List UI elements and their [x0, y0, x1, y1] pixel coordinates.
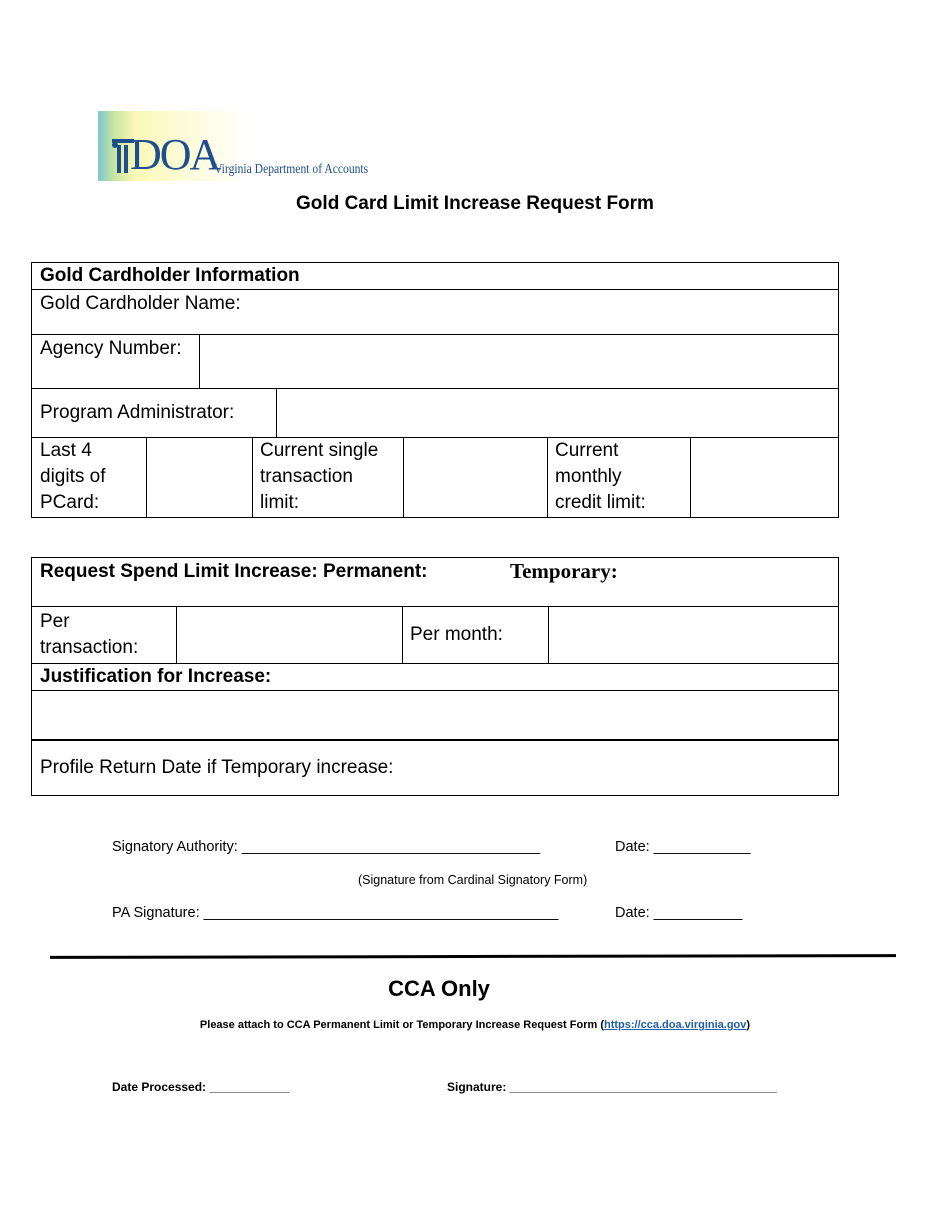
- date-processed-line[interactable]: Date Processed: ____________: [112, 1080, 290, 1094]
- agency-number-label: Agency Number:: [40, 338, 182, 359]
- doa-logo: [98, 111, 368, 181]
- pa-signature-line[interactable]: PA Signature: ____________________________________________: [112, 905, 559, 921]
- cca-note: Please attach to CCA Permanent Limit or Temporary Increase Request Form (https://cca.doa.virginia.gov): [199, 1019, 751, 1031]
- per-month-label: Per month:: [410, 624, 503, 645]
- section-divider: [50, 954, 896, 959]
- program-administrator-label: Program Administrator:: [40, 402, 235, 423]
- return-date-label: Profile Return Date if Temporary increase:: [40, 757, 394, 778]
- logo-department: Virginia Department of Accounts: [214, 161, 369, 176]
- date-line-1[interactable]: Date: ____________: [615, 839, 751, 855]
- signatory-authority-line[interactable]: Signatory Authority: _____________________________________: [112, 839, 541, 855]
- cca-link[interactable]: https://cca.doa.virginia.gov: [603, 1019, 747, 1031]
- page-title: Gold Card Limit Increase Request Form: [296, 193, 654, 214]
- cardholder-section-header: Gold Cardholder Information: [40, 265, 300, 286]
- signature-note: (Signature from Cardinal Signatory Form): [358, 873, 588, 887]
- cca-only-heading: CCA Only: [388, 976, 490, 1001]
- per-month-field[interactable]: [550, 608, 837, 662]
- last4-field[interactable]: [148, 439, 251, 516]
- single-transaction-limit-label: Current single transaction limit:: [260, 440, 379, 513]
- cardholder-name-label: Gold Cardholder Name:: [40, 293, 241, 314]
- justification-label: Justification for Increase:: [40, 666, 272, 687]
- last4-label: Last 4 digits of PCard:: [40, 440, 106, 513]
- date-line-2[interactable]: Date: ___________: [615, 905, 743, 921]
- per-transaction-label: Per transaction:: [40, 611, 139, 658]
- cca-signature-line[interactable]: Signature: ________________________________________: [447, 1080, 777, 1094]
- per-transaction-field[interactable]: [178, 608, 401, 662]
- monthly-credit-limit-field[interactable]: [692, 439, 837, 516]
- single-transaction-limit-field[interactable]: [405, 439, 546, 516]
- logo-acronym: DOA: [130, 130, 220, 179]
- monthly-credit-limit-label: Current monthly credit limit:: [555, 440, 646, 513]
- program-administrator-field[interactable]: [278, 390, 837, 436]
- justification-field[interactable]: [33, 692, 837, 738]
- agency-number-field[interactable]: [201, 336, 837, 386]
- temporary-label: Temporary:: [510, 559, 618, 583]
- request-section-header: Request Spend Limit Increase: Permanent:: [40, 561, 428, 582]
